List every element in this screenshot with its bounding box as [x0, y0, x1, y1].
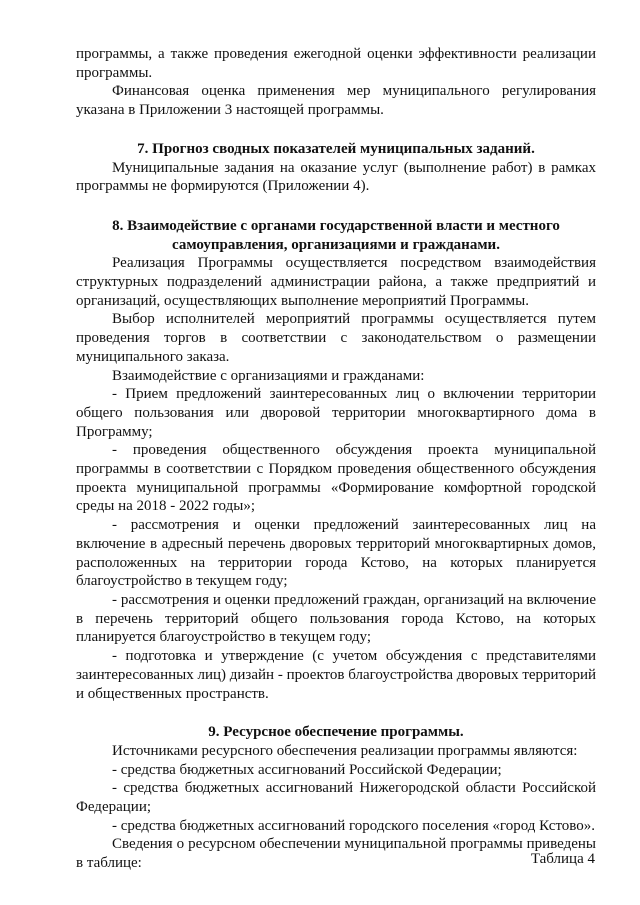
section-heading-8-line2: самоуправления, организациями и гражданами.	[172, 236, 500, 253]
list-item: - средства бюджетных ассигнований Нижегородской области Российской Федерации;	[76, 780, 596, 816]
list-item: - средства бюджетных ассигнований городского поселения «город Кстово».	[112, 817, 596, 834]
paragraph: Выбор исполнителей мероприятий программы осуществляется путем проведения торгов в соответствии с законодательством о размещении муниципального заказа.	[76, 311, 596, 365]
list-item: - рассмотрения и оценки предложений заинтересованных лиц на включение в адресный перечень дворовых территорий многоквартирных домов, расположенных на территории города Кстово, на которых планируется благоустройство в текущем году;	[76, 517, 596, 590]
list-item: - подготовка и утверждение (с учетом обсуждения с представителями заинтересованных лиц) дизайн - проектов благоустройства дворовых территорий и общественных пространств.	[76, 648, 596, 702]
paragraph: Финансовая оценка применения мер муниципального регулирования указана в Приложении 3 настоящей программы.	[76, 83, 596, 119]
paragraph: Взаимодействие с организациями и гражданами:	[112, 367, 425, 384]
paragraph: программы, а также проведения ежегодной оценки эффективности реализации программы.	[76, 46, 596, 81]
paragraph: Сведения о ресурсном обеспечении муниципальной программы приведены в таблице:	[76, 836, 596, 872]
paragraph: Реализация Программы осуществляется посредством взаимодействия структурных подразделений администрации района, а также предприятий и организаций, осуществляющих выполнение мероприятий Программы.	[76, 255, 596, 309]
list-item: - рассмотрения и оценки предложений граждан, организаций на включение в перечень территорий общего пользования города Кстово, на которых планируется благоустройство в текущем году;	[76, 591, 596, 646]
paragraph: Муниципальные задания на оказание услуг (выполнение работ) в рамках программы не формируются (Приложении 4).	[76, 159, 596, 195]
section-heading-7: 7. Прогноз сводных показателей муниципальных заданий.	[137, 140, 535, 157]
section-heading-8-line1: 8. Взаимодействие с органами государственной власти и местного	[112, 217, 560, 234]
section-heading-9: 9. Ресурсное обеспечение программы.	[208, 724, 464, 741]
list-item: - проведения общественного обсуждения проекта муниципальной программы в соответствии с Порядком проведения общественного обсуждения проекта муниципальной программы «Формирование комфортной городской среды на 2018 - 2022 годы»;	[76, 442, 596, 515]
paragraph: Источниками ресурсного обеспечения реализации программы являются:	[112, 742, 578, 759]
list-item: - Прием предложений заинтересованных лиц о включении территории общего пользования или дворовой территории многоквартирного дома в Программу;	[76, 386, 596, 440]
document-page	[76, 45, 596, 873]
list-item: - средства бюджетных ассигнований Российской Федерации;	[112, 761, 502, 778]
table-label: Таблица 4	[530, 851, 595, 867]
